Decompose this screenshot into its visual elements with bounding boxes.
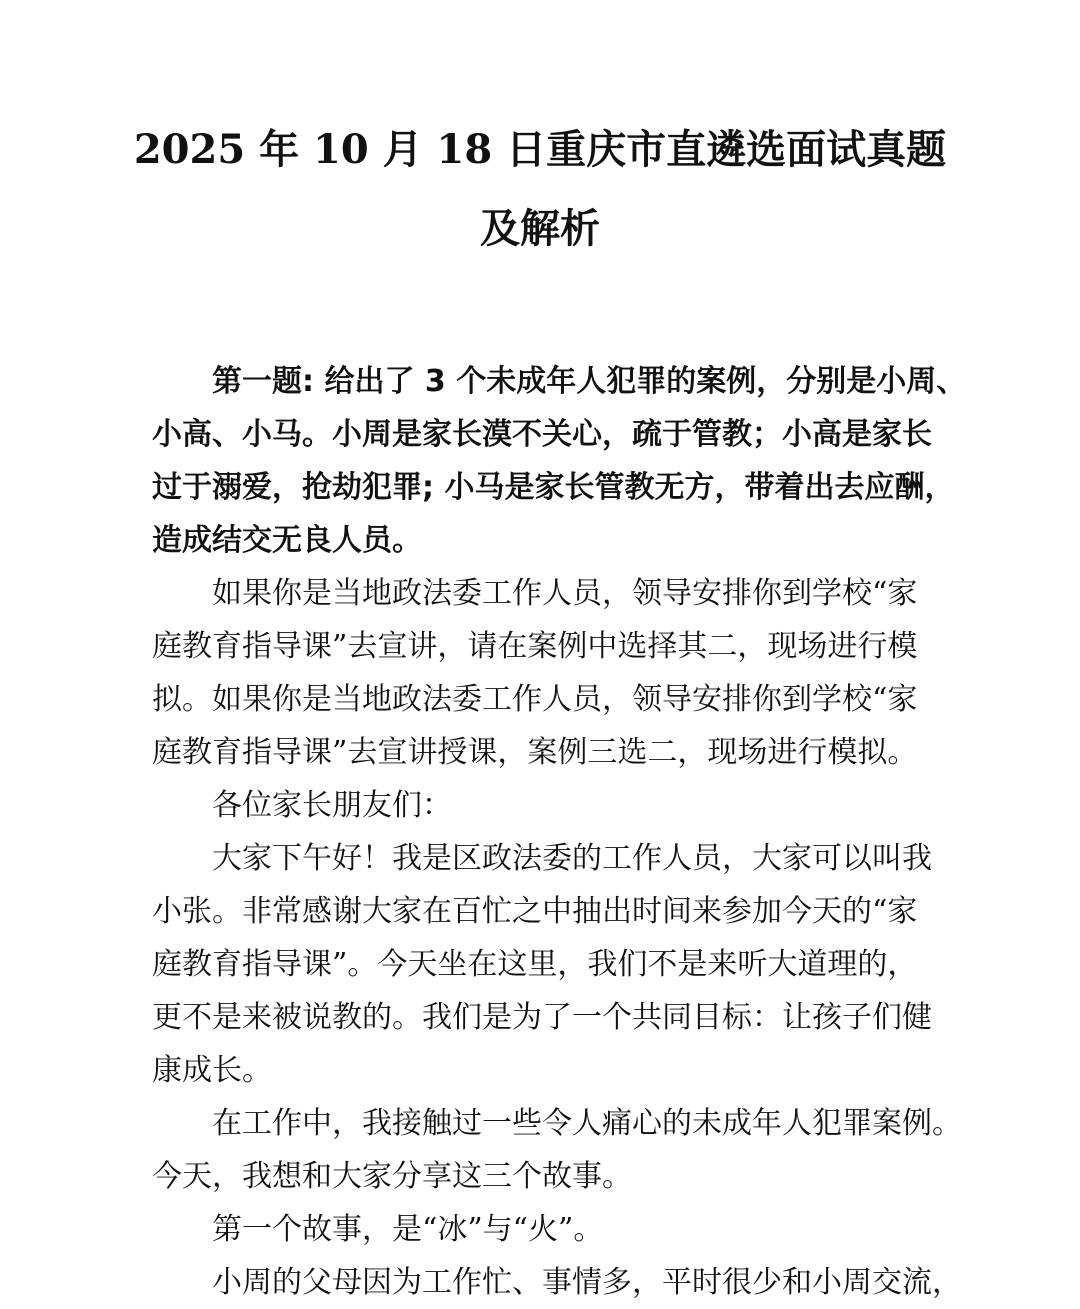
work-paragraph-line: 在工作中，我接触过一些令人痛心的未成年人犯罪案例。 xyxy=(212,1106,962,1141)
scenario-paragraph-line: 庭教育指导课”去宣讲，请在案例中选择其二，现场进行模 xyxy=(152,629,918,664)
question-paragraph-line: 小高、小马。小周是家长漠不关心，疏于管教；小高是家长 xyxy=(152,417,932,452)
scenario-paragraph-line: 如果你是当地政法委工作人员，领导安排你到学校“家 xyxy=(212,576,918,611)
document-body xyxy=(152,355,967,1309)
intro-paragraph-line: 康成长。 xyxy=(152,1053,272,1088)
work-paragraph-line: 今天，我想和大家分享这三个故事。 xyxy=(152,1159,632,1194)
intro-paragraph-line: 小张。非常感谢大家在百忙之中抽出时间来参加今天的“家 xyxy=(152,894,918,929)
intro-paragraph-line: 大家下午好！我是区政法委的工作人员，大家可以叫我 xyxy=(212,841,932,876)
greeting-line: 各位家长朋友们： xyxy=(212,788,452,823)
document-title-line-1: 2025 年 10 月 18 日重庆市直遴选面试真题 xyxy=(133,126,947,173)
story-one-paragraph-line: 小周的父母因为工作忙、事情多，平时很少和小周交流， xyxy=(212,1265,962,1300)
document-title-line-2: 及解析 xyxy=(480,205,600,252)
intro-paragraph-line: 更不是来被说教的。我们是为了一个共同目标：让孩子们健 xyxy=(152,1000,932,1035)
scenario-paragraph-line: 庭教育指导课”去宣讲授课，案例三选二，现场进行模拟。 xyxy=(152,735,918,770)
question-paragraph-line: 造成结交无良人员。 xyxy=(152,523,422,558)
intro-paragraph-line: 庭教育指导课”。今天坐在这里，我们不是来听大道理的， xyxy=(152,947,918,982)
question-paragraph-line: 第一题: 给出了 3 个未成年人犯罪的案例，分别是小周、 xyxy=(212,364,967,399)
story-one-heading: 第一个故事，是“冰”与“火”。 xyxy=(212,1212,604,1247)
question-paragraph-line: 过于溺爱，抢劫犯罪; 小马是家长管教无方，带着出去应酬， xyxy=(152,470,955,505)
scenario-paragraph-line: 拟。如果你是当地政法委工作人员，领导安排你到学校“家 xyxy=(152,682,918,717)
